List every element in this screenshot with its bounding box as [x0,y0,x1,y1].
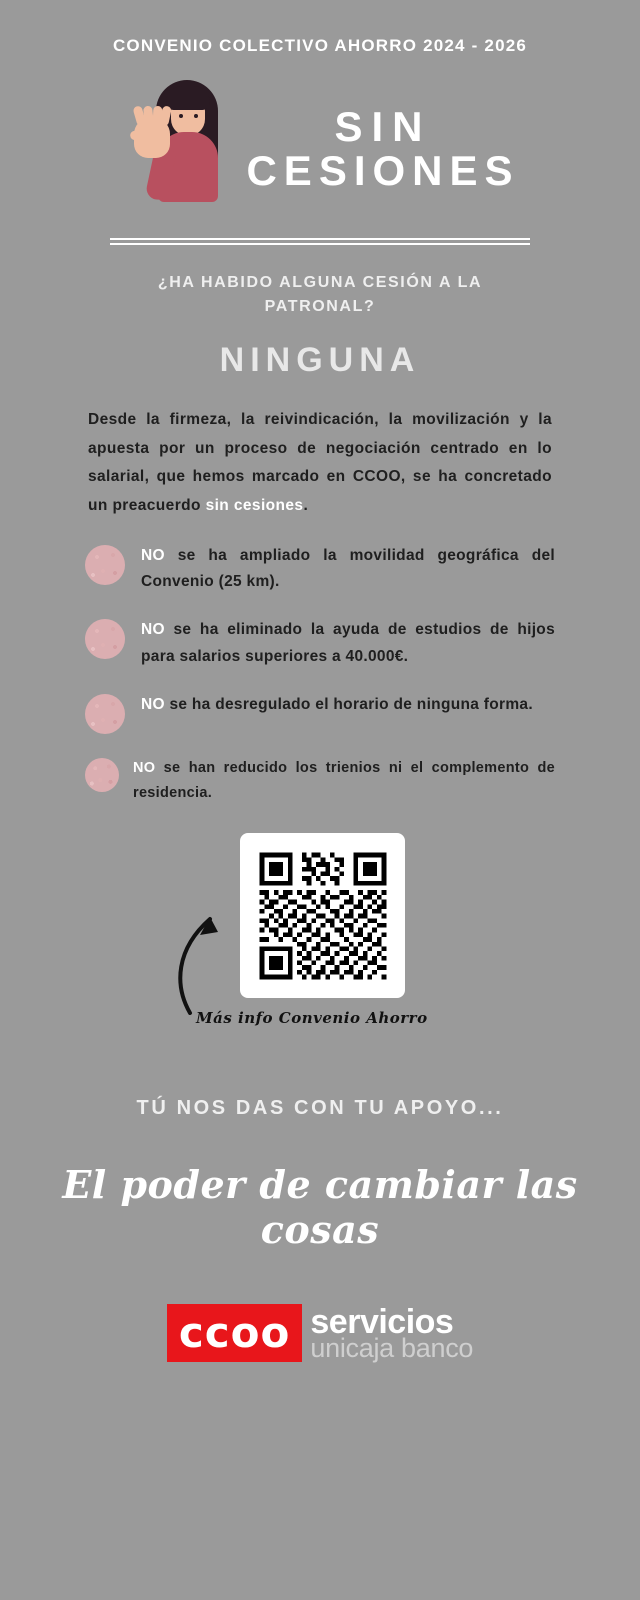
list-item-body: se ha ampliado la movilidad geográfica del Convenio (25 km). [141,546,555,591]
slogan-text: El poder de cambiar las cosas [62,1162,578,1253]
answer-text: NINGUNA [219,341,421,379]
bullet-dot-icon [85,619,125,659]
question-text: ¿HA HABIDO ALGUNA CESIÓN A LA PATRONAL? [157,274,483,315]
list-item-body: se ha eliminado la ayuda de estudios de hijos para salarios superiores a 40.000€. [141,621,555,665]
bullet-dot-icon [85,545,125,585]
ccoo-logo-right [310,1302,474,1363]
arrow-icon [170,905,250,1015]
ccoo-logo-box [167,1304,303,1362]
list-item-body: se han reducido los trienios ni el complemento de residencia. [133,760,555,801]
ccoo-unicaja-text: unicaja banco [310,1332,474,1363]
hero-text [246,102,520,194]
ccoo-servicios-text: servicios [310,1302,454,1341]
hero-line-2: CESIONES [246,147,520,194]
intro-emphasis: sin cesiones [205,497,304,515]
intro-part-2: . [303,497,309,515]
list-item-no: NO [141,696,165,714]
list-item-no: NO [141,546,165,564]
page-title: CONVENIO COLECTIVO AHORRO 2024 - 2026 [112,36,528,55]
qr-caption: Más info Convenio Ahorro [196,1009,428,1028]
bullet-dot-icon [85,694,125,734]
list-item [85,692,555,734]
intro-part-1: Desde la firmeza, la reivindicación, la movilización y la apuesta por un proceso de negociación centrado en lo salarial, que hemos marcado en CCOO, se ha concretado un preacuerdo [88,411,552,515]
hero-line-1: SIN [334,102,432,150]
list-item [85,543,555,596]
qr-code-image [255,848,391,984]
qr-code[interactable] [240,833,405,998]
list-item-text [141,543,555,596]
intro-paragraph [88,406,552,521]
list-item-text [133,756,555,805]
list-item-body: se ha desregulado el horario de ninguna forma. [164,696,533,714]
divider [110,238,530,245]
list-item [85,617,555,670]
support-text: TÚ NOS DAS CON TU APOYO... [136,1097,504,1120]
hero-section [0,74,640,224]
ccoo-logo-text: ccoo [178,1308,291,1358]
woman-stop-hand-icon [130,74,240,224]
list-item-text [141,617,555,670]
bullet-list [85,543,555,806]
list-item-text [141,692,555,718]
list-item-no: NO [133,760,156,777]
ccoo-logo [0,1304,640,1362]
list-item [85,756,555,805]
qr-section [140,833,500,1053]
bullet-dot-icon [85,758,119,792]
list-item-no: NO [141,621,165,639]
